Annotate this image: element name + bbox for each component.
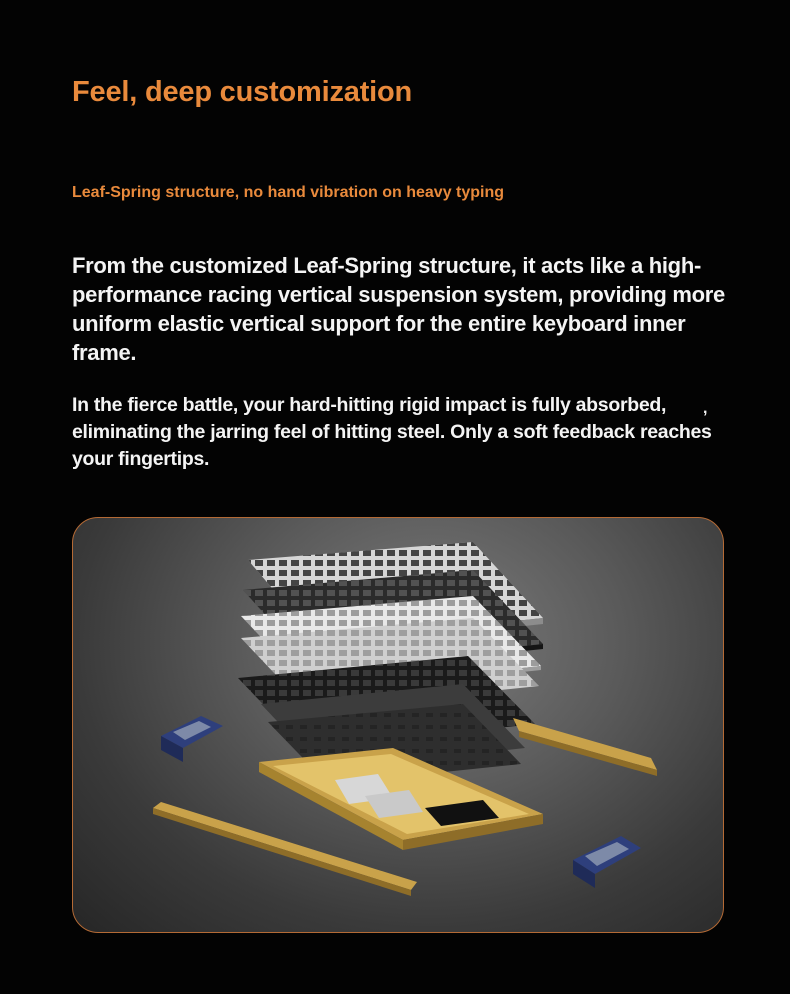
right-blue-end-cap: [573, 836, 641, 888]
keyboard-layers-illustration: [73, 518, 724, 933]
right-leaf-spring-bar: [513, 718, 657, 776]
keyboard-exploded-view-image: [72, 517, 724, 933]
description-paragraph-1: From the customized Leaf-Spring structure, it acts like a high-performance racing vertical suspension system, providing more uniform elastic vertical support for the entire keyboard inner frame.: [72, 253, 725, 365]
page-title: Feel, deep customization: [72, 76, 413, 108]
description-paragraph-2: In the fierce battle, your hard-hitting rigid impact is fully absorbed, eliminating the jarring feel of hitting steel. Only a soft feedback reaches your fingertips.: [72, 394, 712, 470]
left-blue-end-cap: [161, 716, 223, 762]
stray-comma-mark: ,: [703, 400, 708, 417]
feature-subtitle: Leaf-Spring structure, no hand vibration on heavy typing: [72, 184, 505, 201]
